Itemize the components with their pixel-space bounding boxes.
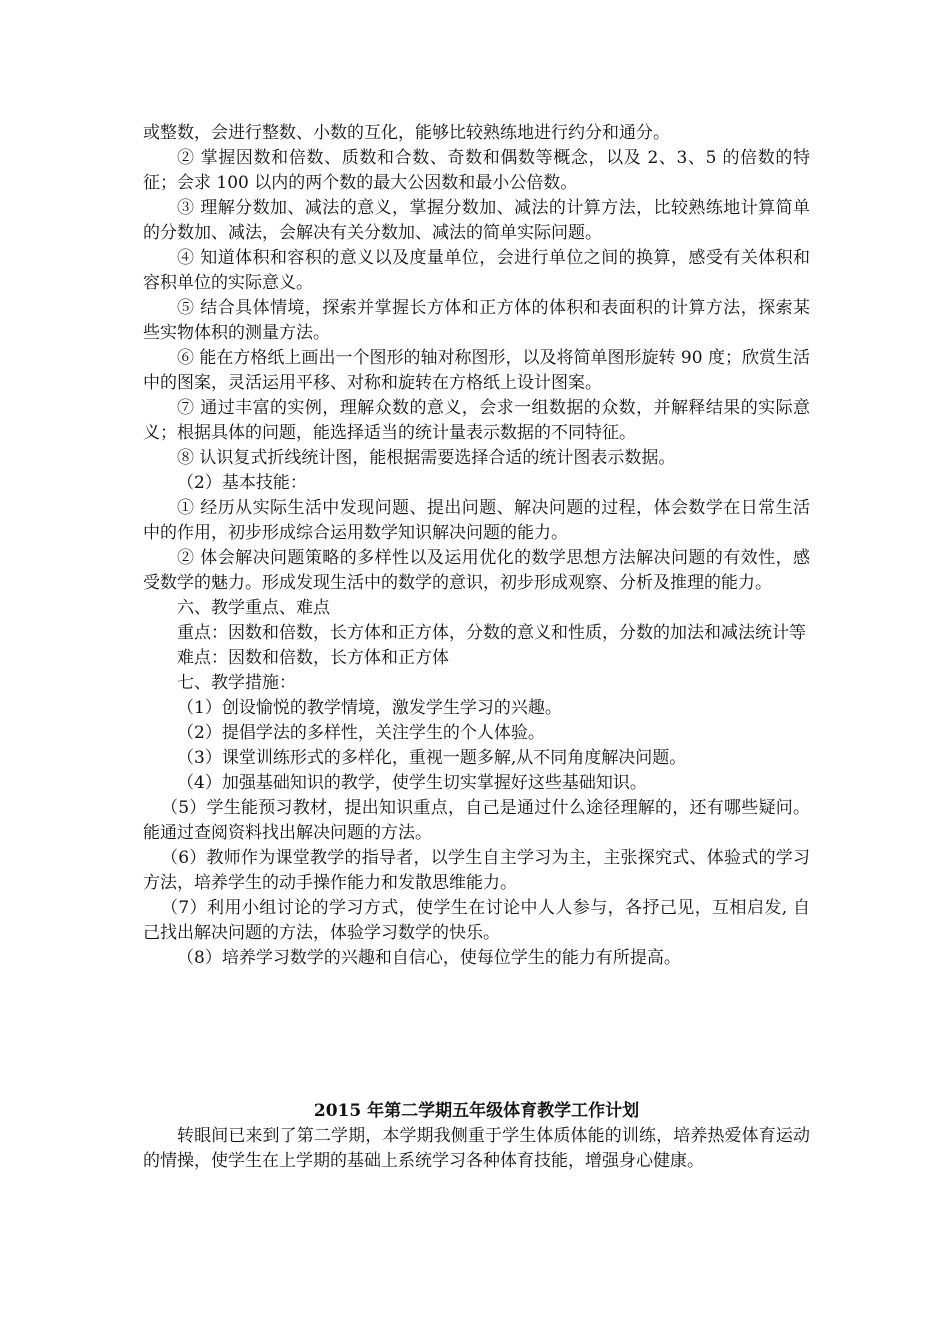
pe-plan-title: 2015 年第二学期五年级体育教学工作计划 bbox=[313, 1101, 640, 1121]
paragraph: 难点：因数和倍数，长方体和正方体 bbox=[177, 648, 449, 668]
paragraph: ⑥ 能在方格纸上画出一个图形的轴对称图形，以及将简单图形旋转 90 度；欣赏生活中的图案，灵活运用平移、对称和旋转在方格纸上设计图案。 bbox=[143, 348, 810, 393]
paragraph: 七、教学措施： bbox=[177, 673, 296, 693]
paragraph: ⑦ 通过丰富的实例，理解众数的意义，会求一组数据的众数，并解释结果的实际意义；根据具体的问题，能选择适当的统计量表示数据的不同特征。 bbox=[143, 398, 810, 443]
paragraph: （7）利用小组讨论的学习方式，使学生在讨论中人人参与，各抒己见，互相启发, 自己找出解决问题的方法，体验学习数学的快乐。 bbox=[143, 898, 810, 943]
paragraph: （1）创设愉悦的教学情境，激发学生学习的兴趣。 bbox=[177, 698, 562, 718]
paragraph: ① 经历从实际生活中发现问题、提出问题、解决问题的过程，体会数学在日常生活中的作用，初步形成综合运用数学知识解决问题的能力。 bbox=[143, 498, 810, 543]
document-page bbox=[143, 121, 810, 1174]
paragraph: （2）基本技能： bbox=[177, 473, 307, 493]
math-plan-continuation bbox=[143, 121, 810, 971]
paragraph: （4）加强基础知识的教学，使学生切实掌握好这些基础知识。 bbox=[177, 773, 647, 793]
paragraph: （5）学生能预习教材，提出知识重点，自己是通过什么途径理解的，还有哪些疑问。能通过查阅资料找出解决问题的方法。 bbox=[143, 798, 810, 843]
paragraph: ② 体会解决问题策略的多样性以及运用优化的数学思想方法解决问题的有效性，感受数学的魅力。形成发现生活中的数学的意识，初步形成观察、分析及推理的能力。 bbox=[143, 548, 810, 593]
paragraph: ⑤ 结合具体情境，探索并掌握长方体和正方体的体积和表面积的计算方法，探索某些实物体积的测量方法。 bbox=[143, 298, 810, 343]
paragraph: ② 掌握因数和倍数、质数和合数、奇数和偶数等概念，以及 2、3、5 的倍数的特征；会求 100 以内的两个数的最大公因数和最小公倍数。 bbox=[143, 148, 810, 193]
section-spacer bbox=[143, 971, 810, 1099]
paragraph: （3）课堂训练形式的多样化，重视一题多解,从不同角度解决问题。 bbox=[177, 748, 687, 768]
paragraph: ⑧ 认识复式折线统计图，能根据需要选择合适的统计图表示数据。 bbox=[177, 448, 676, 468]
paragraph: ③ 理解分数加、减法的意义，掌握分数加、减法的计算方法，比较熟练地计算简单的分数加、减法，会解决有关分数加、减法的简单实际问题。 bbox=[143, 198, 810, 243]
paragraph: （6）教师作为课堂教学的指导者，以学生自主学习为主，主张探究式、体验式的学习方法，培养学生的动手操作能力和发散思维能力。 bbox=[143, 848, 810, 893]
paragraph: 六、教学重点、难点 bbox=[177, 598, 330, 618]
paragraph: （8）培养学习数学的兴趣和自信心，使每位学生的能力有所提高。 bbox=[177, 948, 681, 968]
pe-plan-intro-paragraph: 转眼间已来到了第二学期，本学期我侧重于学生体质体能的训练，培养热爱体育运动的情操，使学生在上学期的基础上系统学习各种体育技能，增强身心健康。 bbox=[143, 1126, 810, 1171]
paragraph: 重点：因数和倍数，长方体和正方体，分数的意义和性质，分数的加法和减法统计等 bbox=[177, 623, 806, 643]
paragraph: （2）提倡学法的多样性，关注学生的个人体验。 bbox=[177, 723, 545, 743]
paragraph: 或整数，会进行整数、小数的互化，能够比较熟练地进行约分和通分。 bbox=[143, 123, 670, 143]
paragraph: ④ 知道体积和容积的意义以及度量单位，会进行单位之间的换算，感受有关体积和容积单位的实际意义。 bbox=[143, 248, 810, 293]
